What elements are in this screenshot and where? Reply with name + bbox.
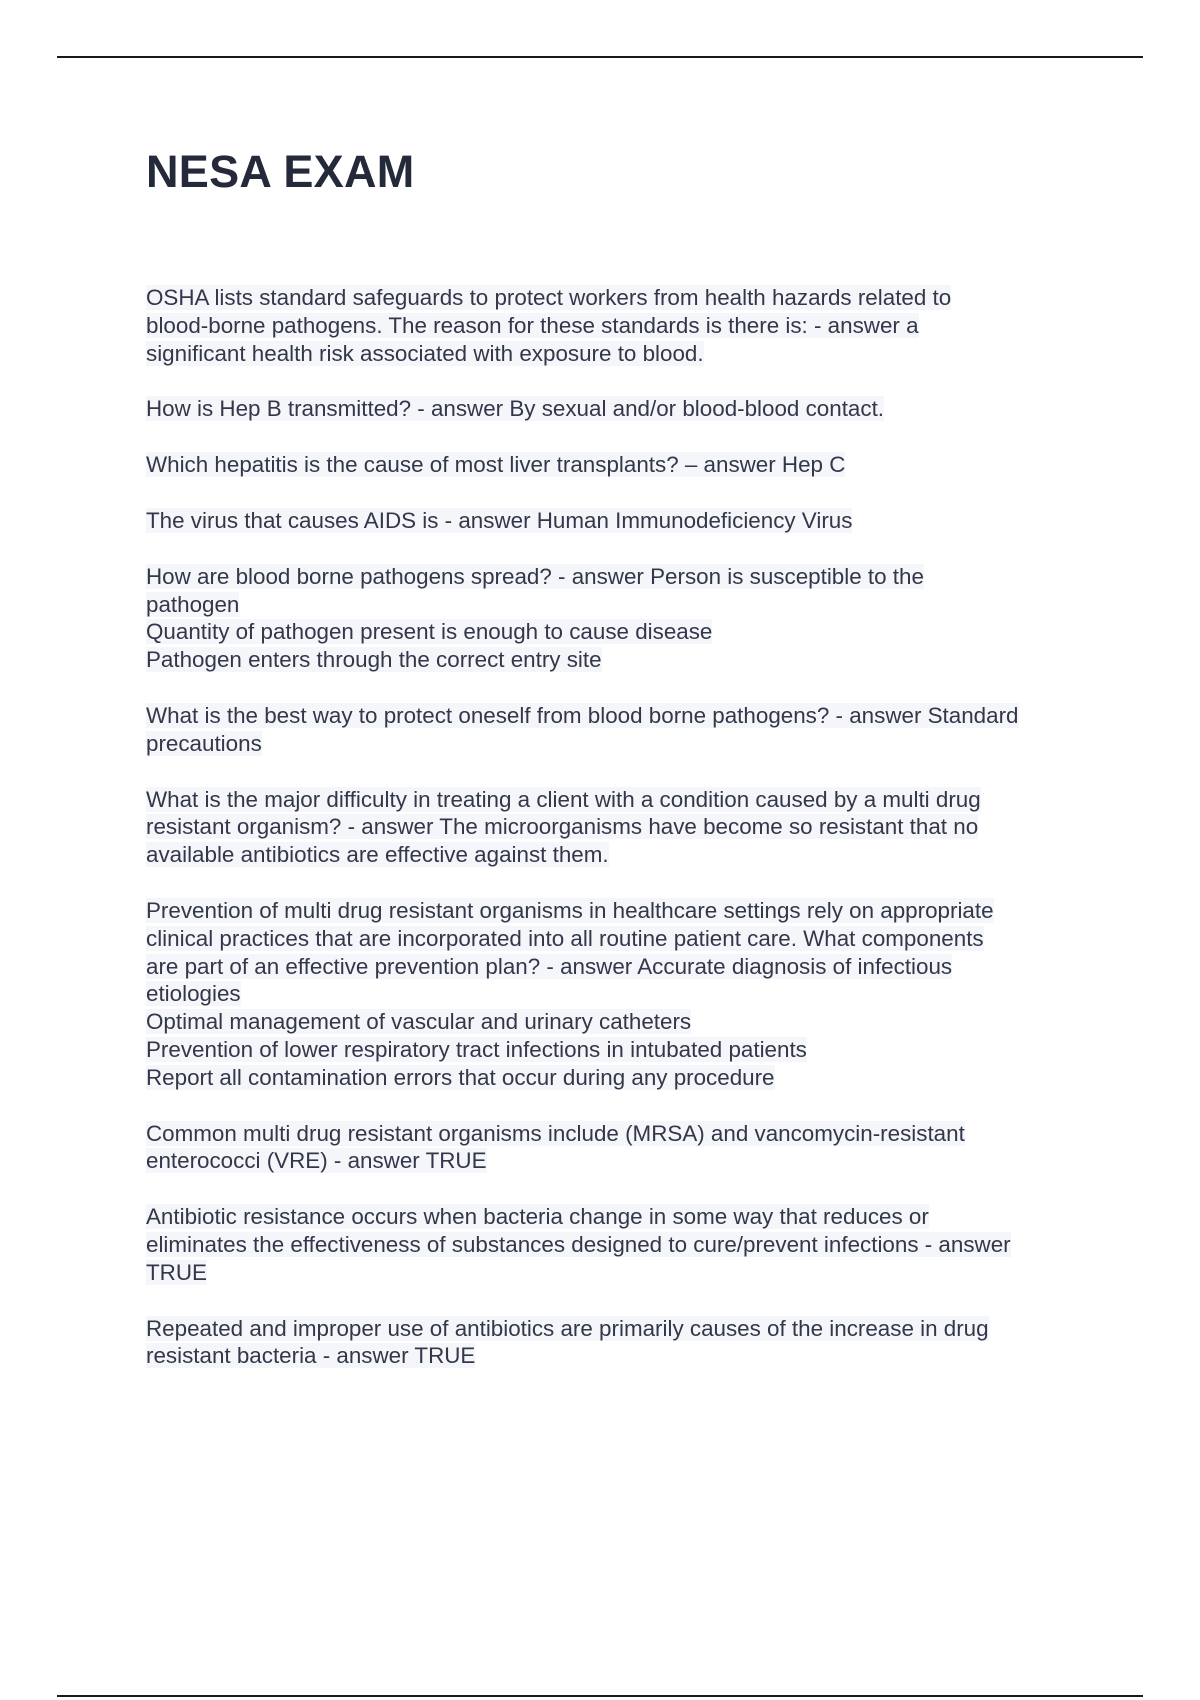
- qa-item: [146, 451, 1096, 479]
- qa-line: How are blood borne pathogens spread? - answer Person is susceptible to the: [146, 563, 924, 589]
- qa-line: Common multi drug resistant organisms include (MRSA) and vancomycin-resistant: [146, 1120, 965, 1146]
- qa-line: How is Hep B transmitted? - answer By sexual and/or blood-blood contact.: [146, 396, 885, 422]
- qa-line: available antibiotics are effective against them.: [146, 842, 609, 868]
- bottom-rule: [57, 1695, 1143, 1697]
- qa-line: enterococci (VRE) - answer TRUE: [146, 1148, 487, 1174]
- qa-item: [146, 1120, 1096, 1176]
- qa-line: significant health risk associated with exposure to blood.: [146, 340, 704, 366]
- qa-line: Prevention of lower respiratory tract infections in intubated patients: [146, 1036, 807, 1062]
- qa-line: Pathogen enters through the correct entry site: [146, 647, 602, 673]
- qa-item: [146, 897, 1096, 1092]
- qa-line: Report all contamination errors that occur during any procedure: [146, 1064, 775, 1090]
- qa-line: Antibiotic resistance occurs when bacteria change in some way that reduces or: [146, 1204, 929, 1230]
- qa-line: clinical practices that are incorporated into all routine patient care. What components: [146, 925, 984, 951]
- qa-item: [146, 284, 1096, 367]
- qa-line: What is the major difficulty in treating a client with a condition caused by a multi drug: [146, 786, 981, 812]
- page-title: NESA EXAM: [146, 146, 415, 197]
- qa-item: [146, 563, 1096, 674]
- qa-line: Prevention of multi drug resistant organisms in healthcare settings rely on appropriate: [146, 897, 994, 923]
- qa-line: resistant organism? - answer The microorganisms have become so resistant that no: [146, 814, 979, 840]
- qa-item: [146, 1203, 1096, 1286]
- qa-item: [146, 786, 1096, 869]
- qa-line: What is the best way to protect oneself from blood borne pathogens? - answer Standard: [146, 702, 1019, 728]
- qa-line: TRUE: [146, 1259, 207, 1285]
- qa-line: OSHA lists standard safeguards to protect workers from health hazards related to: [146, 285, 952, 310]
- qa-line: are part of an effective prevention plan? - answer Accurate diagnosis of infectious: [146, 953, 953, 979]
- qa-line: etiologies: [146, 981, 241, 1007]
- qa-line: resistant bacteria - answer TRUE: [146, 1343, 476, 1369]
- qa-item: [146, 1315, 1096, 1371]
- qa-line: Which hepatitis is the cause of most liver transplants? – answer Hep C: [146, 452, 846, 478]
- qa-line: Repeated and improper use of antibiotics are primarily causes of the increase in drug: [146, 1315, 989, 1341]
- qa-line: precautions: [146, 730, 262, 756]
- qa-line: Quantity of pathogen present is enough to cause disease: [146, 619, 713, 645]
- qa-list: [146, 284, 1096, 1398]
- qa-item: [146, 507, 1096, 535]
- qa-item: [146, 702, 1096, 758]
- qa-line: The virus that causes AIDS is - answer Human Immunodeficiency Virus: [146, 507, 853, 533]
- qa-line: blood-borne pathogens. The reason for these standards is there is: - answer a: [146, 312, 919, 338]
- qa-item: [146, 395, 1096, 423]
- top-rule: [57, 56, 1143, 58]
- qa-line: Optimal management of vascular and urinary catheters: [146, 1009, 692, 1035]
- qa-line: pathogen: [146, 591, 240, 617]
- qa-line: eliminates the effectiveness of substances designed to cure/prevent infections - answer: [146, 1231, 1011, 1257]
